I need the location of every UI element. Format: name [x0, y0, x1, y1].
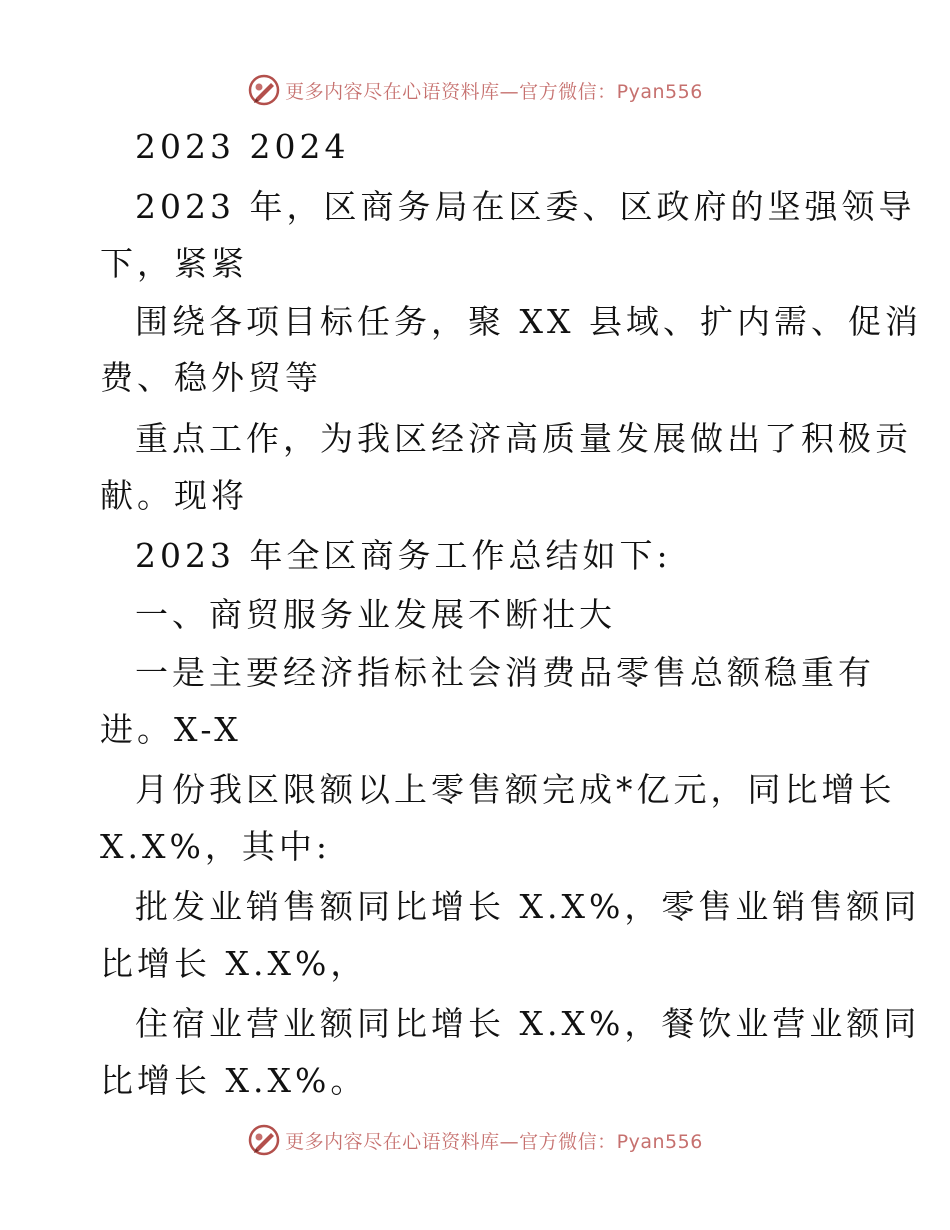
- watermark-banner-bottom: [0, 1120, 950, 1160]
- doc-line: 比增长 X.X%，: [100, 944, 368, 983]
- watermark-text: 更多内容尽在心语资料库—官方微信：Pyan556: [285, 1130, 703, 1153]
- doc-line: X.X%，其中:: [100, 827, 331, 866]
- doc-line: 2023 年，区商务局在区委、区政府的坚强领导: [135, 187, 916, 226]
- doc-line: 2023 2024: [135, 127, 350, 166]
- doc-line: 费、稳外贸等: [100, 358, 322, 397]
- doc-line: 一是主要经济指标社会消费品零售总额稳重有: [135, 653, 875, 692]
- doc-line: 献。现将: [100, 476, 248, 515]
- section-heading: 一、商贸服务业发展不断壮大: [135, 595, 616, 634]
- doc-line: 住宿业营业额同比增长 X.X%，餐饮业营业额同: [135, 1004, 921, 1043]
- doc-line: 月份我区限额以上零售额完成*亿元，同比增长: [135, 770, 896, 809]
- pen-circle-logo-icon: [247, 1123, 281, 1157]
- doc-line: 下，紧紧: [100, 244, 248, 283]
- doc-line: 2023 年全区商务工作总结如下:: [135, 536, 672, 575]
- watermark-text: 更多内容尽在心语资料库—官方微信：Pyan556: [285, 80, 703, 103]
- doc-line: 批发业销售额同比增长 X.X%，零售业销售额同: [135, 887, 921, 926]
- doc-line: 进。X-X: [100, 710, 242, 749]
- doc-line: 重点工作，为我区经济高质量发展做出了积极贡: [135, 419, 912, 458]
- doc-line: 围绕各项目标任务，聚 XX 县域、扩内需、促消: [135, 302, 922, 341]
- doc-line: 比增长 X.X%。: [100, 1061, 368, 1100]
